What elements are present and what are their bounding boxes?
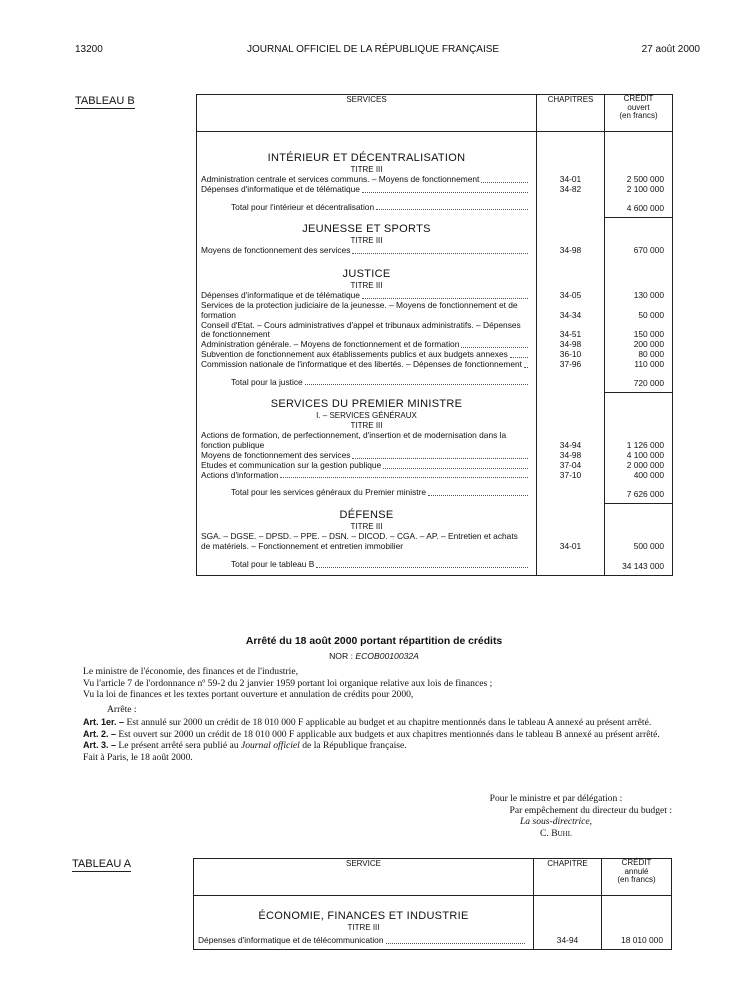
section-header-row	[197, 132, 673, 176]
service-cell	[197, 246, 537, 256]
section-subtitle: TITRE III	[350, 236, 383, 246]
amount-cell: 4 100 000	[626, 449, 664, 460]
col-header-chapitre: CHAPITRE	[534, 859, 602, 896]
fait-a-paris: Fait à Paris, le 18 août 2000.	[83, 751, 193, 763]
total-label-cell	[197, 370, 537, 393]
chapitre-cell: 34-01	[537, 532, 605, 552]
col-header-service: SERVICE	[194, 859, 534, 896]
service-label: SGA. – DGSE. – DPSD. – PPE. – DSN. – DICOD. – CGA. – AP. – Entretien et achats de matériels. – Fonctionnement et entretien immobilier	[201, 531, 518, 551]
service-cell	[197, 301, 537, 321]
table-row: Dépenses d'informatique et de télécommunication	[194, 936, 533, 949]
amount-cell: 110 000	[634, 358, 664, 369]
amount-cell: 2 000 000	[626, 459, 664, 470]
service-cell	[197, 185, 537, 195]
service-label: Services de la protection judiciaire de la jeunesse. – Moyens de fonctionnement et de formation	[201, 299, 518, 320]
journal-title: JOURNAL OFFICIEL DE LA RÉPUBLIQUE FRANÇAISE	[247, 44, 500, 55]
total-label: Total pour le tableau B	[231, 558, 315, 569]
chapitre-cell: 34-94	[537, 431, 605, 451]
tableau-a-label: TABLEAU A	[72, 858, 132, 870]
service-label: Dépenses d'informatique et de télématique	[201, 183, 360, 194]
service-label: Actions de formation, de perfectionnement, d'insertion et de modernisation dans la fonction publique	[201, 430, 507, 451]
service-label: Subvention de fonctionnement aux établissements publics et aux budgets annexes	[201, 348, 508, 359]
total-label-cell	[197, 480, 537, 503]
chapitre-cell: 37-96	[537, 360, 605, 370]
arrete-word: Arrête :	[107, 703, 137, 715]
chapitre-cell: 34-82	[537, 185, 605, 195]
vise-line: Le ministre de l'économie, des finances et de l'industrie,	[83, 666, 298, 677]
section-header-row	[197, 392, 673, 431]
total-row	[197, 552, 673, 575]
section-subtitle: TITRE III	[350, 281, 383, 291]
amount-cell: 150 000	[633, 329, 664, 340]
total-label-cell	[197, 552, 537, 575]
service-label: Etudes et communication sur la gestion publique	[201, 459, 382, 470]
service-label: Dépenses d'informatique et de télématique	[201, 290, 360, 301]
service-cell	[197, 360, 537, 370]
amount-cell: 1 126 000	[626, 440, 664, 451]
section-header	[197, 262, 537, 291]
section-title: JUSTICE	[342, 268, 391, 281]
section-header-row	[197, 217, 673, 246]
tableau-a	[193, 858, 672, 950]
col-header-chapitres: CHAPITRES	[537, 95, 605, 132]
table-row	[197, 532, 673, 552]
section-subtitle: I. – SERVICES GÉNÉRAUX	[316, 411, 417, 421]
service-cell	[197, 532, 537, 552]
service-label: Commission nationale de l'informatique et des libertés. – Dépenses de fonctionnement	[201, 358, 522, 369]
tableau-b	[196, 94, 673, 576]
service-cell	[197, 471, 537, 481]
tableau-b-body	[197, 95, 673, 576]
col-header-credit: CRÉDIT ouvert (en francs)	[605, 95, 673, 132]
amount-cell: 2 100 000	[626, 183, 664, 194]
total-amount: 4 600 000	[605, 195, 673, 218]
total-label: Total pour les services généraux du Premier ministre	[231, 487, 427, 498]
amount-cell: 130 000	[633, 290, 664, 301]
article-2: Art. 2. – Est ouvert sur 2000 un crédit de 18 010 000 F applicable aux budgets et aux chapitres mentionnés dans le tableau B annexé au présent arrêté.	[83, 728, 660, 740]
article-1: Art. 1er. – Est annulé sur 2000 un crédit de 18 010 000 F applicable au budget et au chapitre mentionnés dans le tableau A annexé au présent arrêté.	[83, 717, 652, 728]
service-label: Administration générale. – Moyens de fonctionnement et de formation	[201, 339, 460, 350]
amount-cell: 50 000	[638, 309, 664, 320]
section-header-row	[197, 262, 673, 291]
service-cell	[197, 431, 537, 451]
service-label: Moyens de fonctionnement des services	[201, 449, 351, 460]
table-row	[197, 321, 673, 341]
chapitre-cell: 34-98	[537, 451, 605, 461]
amount-cell: 400 000	[633, 469, 664, 480]
tableau-b-label: TABLEAU B	[75, 95, 135, 107]
service-label: Administration centrale et services communs. – Moyens de fonctionnement	[201, 174, 480, 184]
total-amount: 34 143 000	[605, 552, 673, 575]
chapitre-cell: 34-01	[537, 175, 605, 185]
table-row	[197, 360, 673, 370]
total-label: Total pour la justice	[231, 376, 303, 387]
table-row	[197, 471, 673, 481]
chapitre-cell: 34-05	[537, 291, 605, 301]
section-title: JEUNESSE ET SPORTS	[302, 223, 431, 236]
amount-cell: 500 000	[633, 540, 664, 551]
chapitre-cell: 36-10	[537, 350, 605, 360]
amount-cell: 80 000	[638, 348, 664, 359]
section-header	[197, 392, 537, 431]
chapitre-cell: 34-34	[537, 301, 605, 321]
section-header	[197, 132, 537, 176]
amount-cell: 670 000	[633, 245, 664, 256]
service-label: Conseil d'Etat. – Cours administratives d'appel et tribunaux administratifs. – Dépenses de fonctionnement	[201, 319, 521, 340]
table-row	[197, 246, 673, 256]
chapitre-cell: 34-51	[537, 321, 605, 341]
amount-cell: 2 500 000	[626, 174, 664, 184]
section-title: SERVICES DU PREMIER MINISTRE	[270, 398, 463, 411]
table-row	[197, 185, 673, 195]
service-cell	[197, 321, 537, 341]
chapitre-cell: 34-94	[534, 896, 602, 950]
total-amount: 720 000	[605, 370, 673, 393]
section-subtitle: TITRE III	[350, 421, 383, 431]
chapitre-cell: 34-98	[537, 340, 605, 350]
total-row	[197, 195, 673, 218]
article-3: Art. 3. – Le présent arrêté sera publié au Journal officiel de la République française.	[83, 740, 407, 751]
chapitre-cell: 37-04	[537, 461, 605, 471]
chapitre-cell: 34-98	[537, 246, 605, 256]
total-label-cell	[197, 195, 537, 218]
total-label: Total pour l'intérieur et décentralisation	[231, 201, 375, 212]
total-amount: 7 626 000	[605, 480, 673, 503]
total-row	[197, 370, 673, 393]
section-header	[197, 217, 537, 246]
signature-block: Pour le ministre et par délégation : Par empêchement du directeur du budget : La sous-directrice, C. Buhl	[489, 793, 672, 839]
table-row	[197, 301, 673, 321]
amount-cell: 200 000	[633, 339, 664, 350]
col-header-services: SERVICES	[197, 95, 537, 132]
table-row	[197, 431, 673, 451]
section-subtitle: TITRE III	[350, 522, 383, 532]
arrete-title: Arrêté du 18 août 2000 portant répartition de crédits	[245, 636, 503, 647]
page-number: 13200	[75, 44, 103, 55]
issue-date: 27 août 2000	[641, 44, 700, 55]
vise-line: Vu l'article 7 de l'ordonnance nº 59-2 du 2 janvier 1959 portant loi organique relative aux lois de finances ;	[83, 677, 493, 689]
section-subtitle: TITRE III	[347, 923, 380, 932]
total-row	[197, 480, 673, 503]
arrete-body	[75, 666, 671, 763]
section-header-row	[197, 503, 673, 532]
vise-line: Vu la loi de finances et les textes portant ouverture et annulation de crédits pour 2000,	[83, 689, 414, 700]
service-label: Actions d'information	[201, 469, 279, 480]
section-title: INTÉRIEUR ET DÉCENTRALISATION	[267, 152, 466, 164]
section-header	[197, 503, 537, 532]
amount-cell: 18 010 000	[621, 935, 663, 945]
section-subtitle: TITRE III	[350, 165, 383, 174]
nor-reference: NOR : ECOB0010032A	[329, 651, 419, 661]
chapitre-cell: 37-10	[537, 471, 605, 481]
section-title: ÉCONOMIE, FINANCES ET INDUSTRIE	[258, 910, 469, 922]
col-header-credit-annule: CRÉDIT annulé (en francs)	[602, 859, 672, 896]
section-title: DÉFENSE	[339, 509, 394, 522]
service-label: Moyens de fonctionnement des services	[201, 245, 351, 256]
